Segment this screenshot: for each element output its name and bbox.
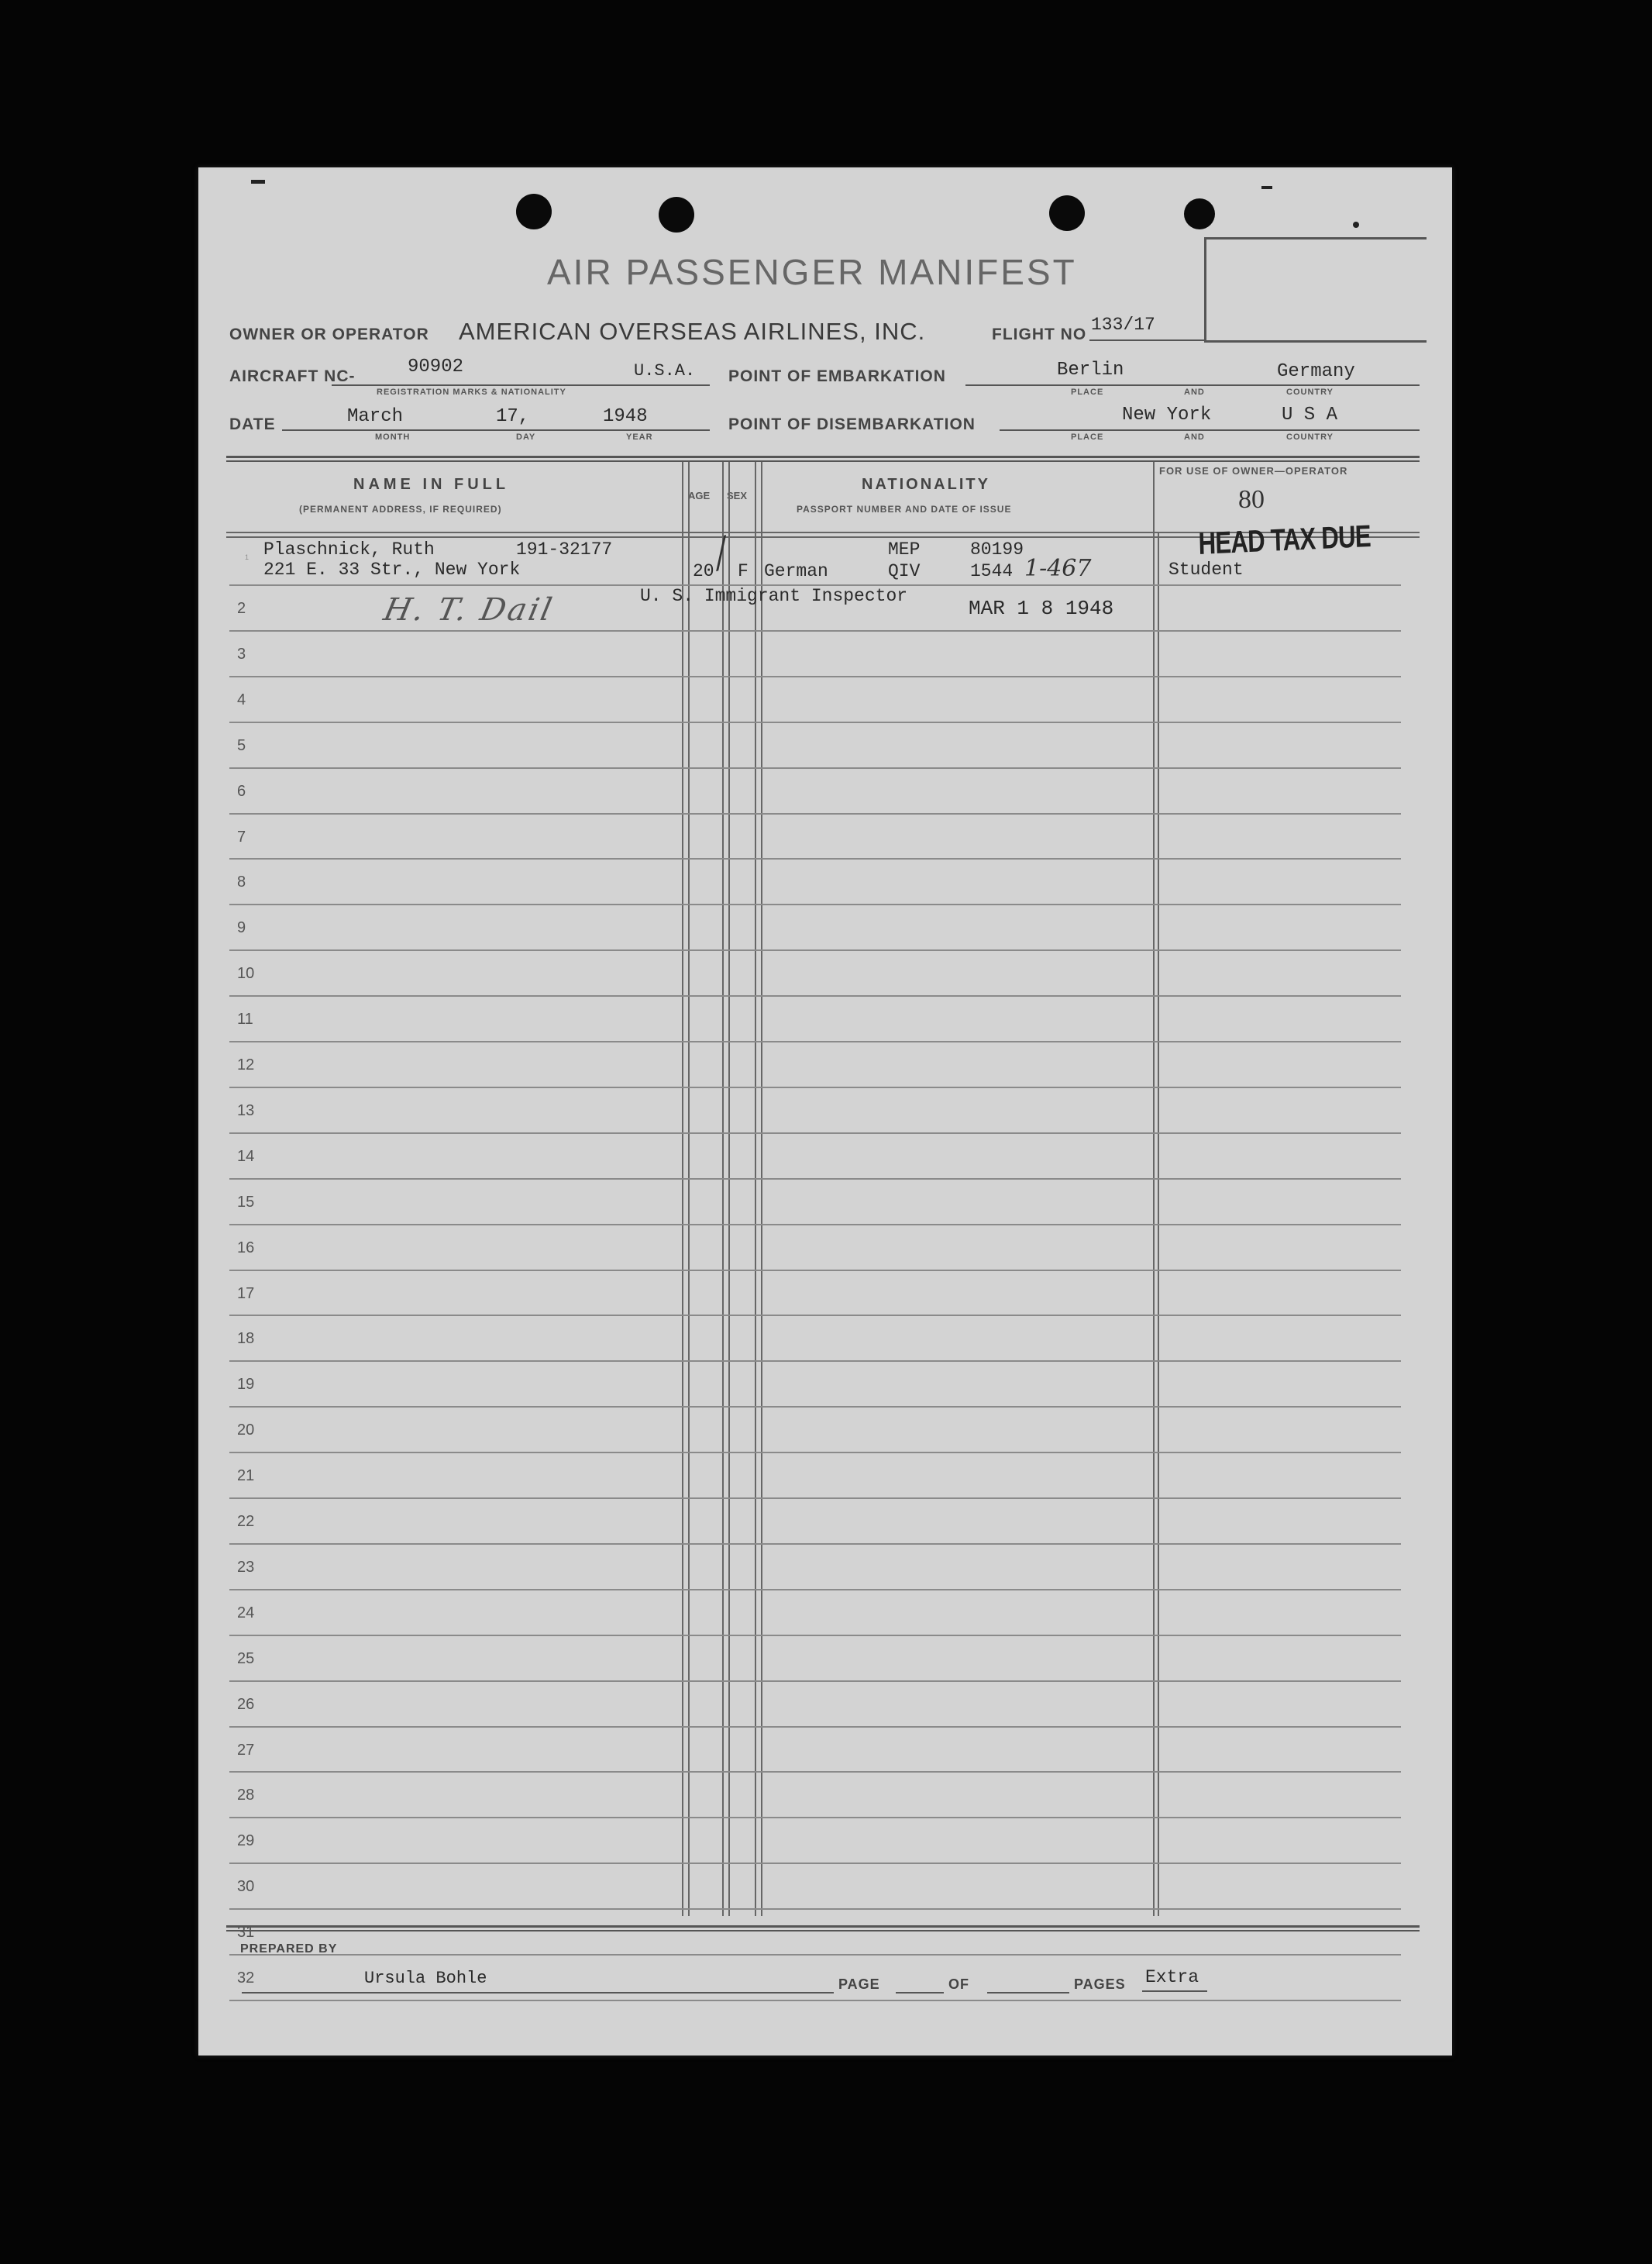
manifest-sheet <box>198 167 1452 2056</box>
age-column-header: AGE <box>688 490 711 501</box>
row-separator <box>229 1771 1401 1773</box>
row-separator <box>229 1041 1401 1042</box>
pages-label: PAGES <box>1074 1976 1126 1992</box>
row-number: 2 <box>237 600 246 617</box>
owner-label: OWNER OR OPERATOR <box>229 326 429 343</box>
form-title: AIR PASSENGER MANIFEST <box>547 252 1077 292</box>
row-separator <box>229 1452 1401 1453</box>
aircraft-label: AIRCRAFT NC- <box>229 367 356 385</box>
column-divider-name-age <box>688 462 690 1916</box>
row-number: 28 <box>237 1787 255 1804</box>
embarkation-country: Germany <box>1277 361 1355 382</box>
inspection-date-stamp: MAR 1 8 1948 <box>969 597 1114 620</box>
row-number: 9 <box>237 919 246 937</box>
name-column-subheader: (PERMANENT ADDRESS, IF REQUIRED) <box>299 504 502 515</box>
sex-column-header: SEX <box>727 490 748 501</box>
row-separator <box>229 1224 1401 1225</box>
country-caption: COUNTRY <box>1286 432 1334 442</box>
punch-hole <box>659 197 694 233</box>
row-number: 11 <box>237 1011 253 1029</box>
row-separator <box>229 904 1401 905</box>
row-separator <box>229 1954 1401 1956</box>
column-divider-name-age <box>682 462 683 1916</box>
row-separator <box>229 1315 1401 1316</box>
row-number: 16 <box>237 1239 255 1256</box>
row-separator <box>229 2000 1401 2001</box>
row-number-1: 1 <box>245 553 250 561</box>
page-underline <box>896 1992 944 1993</box>
disembarkation-country: U S A <box>1282 405 1338 426</box>
row-number: 12 <box>237 1056 255 1073</box>
extra-underline <box>1142 1990 1207 1992</box>
country-caption: COUNTRY <box>1286 388 1334 397</box>
row-number: 6 <box>237 782 246 800</box>
row-separator <box>229 1680 1401 1682</box>
passenger-sex: F <box>738 561 749 581</box>
column-divider-owner-use <box>1153 462 1155 1916</box>
speck <box>1353 222 1359 228</box>
disembarkation-underline <box>1000 429 1420 431</box>
passenger-age: 20 <box>693 561 714 581</box>
row-separator <box>229 1270 1401 1271</box>
punch-hole <box>516 194 552 229</box>
and-caption: AND <box>1184 432 1205 442</box>
row-number: 10 <box>237 965 255 983</box>
punch-hole <box>1049 195 1085 231</box>
of-underline <box>987 1992 1069 1993</box>
page-label: PAGE <box>838 1976 880 1992</box>
table-top-rule <box>226 460 1420 462</box>
row-separator <box>229 767 1401 769</box>
prepared-by-label: PREPARED BY <box>240 1942 338 1956</box>
table-top-rule <box>226 456 1420 458</box>
date-year: 1948 <box>603 406 648 427</box>
name-column-header: NAME IN FULL <box>353 476 510 493</box>
and-caption: AND <box>1184 388 1205 397</box>
row-separator <box>229 1178 1401 1180</box>
disembarkation-place: New York <box>1122 405 1212 426</box>
footer-rule <box>226 1925 1420 1928</box>
row-number: 31 <box>237 1924 255 1942</box>
row-number: 3 <box>237 645 246 663</box>
embarkation-label: POINT OF EMBARKATION <box>728 367 946 385</box>
passenger-case-number: 191-32177 <box>516 539 613 560</box>
row-number: 27 <box>237 1741 255 1759</box>
owner-use-number: 80 <box>1238 485 1265 514</box>
row-separator <box>229 949 1401 951</box>
row-number: 14 <box>237 1147 255 1165</box>
flight-value: 133/17 <box>1091 315 1155 335</box>
row-separator <box>229 676 1401 677</box>
row-separator <box>229 584 1401 586</box>
date-month: March <box>347 406 404 427</box>
footer-rule <box>226 1930 1420 1931</box>
row-separator <box>229 1726 1401 1728</box>
passenger-address: 221 E. 33 Str., New York <box>263 560 521 580</box>
row-separator <box>229 1360 1401 1362</box>
document-number-2: 1544 <box>970 561 1014 581</box>
row-separator <box>229 858 1401 860</box>
row-number: 5 <box>237 736 246 754</box>
row-number: 7 <box>237 828 246 846</box>
place-caption: PLACE <box>1071 432 1104 442</box>
row-separator <box>229 1817 1401 1818</box>
row-number: 26 <box>237 1695 255 1713</box>
row-separator <box>229 1543 1401 1545</box>
row-number: 8 <box>237 874 246 891</box>
row-separator <box>229 1863 1401 1864</box>
row-number: 21 <box>237 1467 255 1485</box>
registration-caption: REGISTRATION MARKS & NATIONALITY <box>377 388 566 397</box>
head-tax-stamp: HEAD TAX DUE <box>1198 519 1372 561</box>
row-number: 17 <box>237 1284 255 1302</box>
row-number: 25 <box>237 1649 255 1667</box>
age-check-mark: ╱ <box>709 536 734 572</box>
row-number: 23 <box>237 1558 255 1576</box>
row-number: 30 <box>237 1878 255 1896</box>
disembarkation-label: POINT OF DISEMBARKATION <box>728 415 976 433</box>
prepared-by-underline <box>242 1992 834 1993</box>
document-number-1: 80199 <box>970 539 1024 560</box>
punch-hole <box>1184 198 1215 229</box>
document-type-2: QIV <box>888 561 921 581</box>
row-separator <box>229 995 1401 997</box>
row-number: 18 <box>237 1330 255 1348</box>
day-caption: DAY <box>516 432 536 442</box>
extra-note: Extra <box>1145 1967 1199 1987</box>
passenger-name: Plaschnick, Ruth <box>263 539 435 560</box>
column-divider-sex-nationality <box>755 462 756 1916</box>
date-day: 17, <box>496 406 530 427</box>
speck <box>1261 186 1272 189</box>
column-divider-age-sex <box>728 462 730 1916</box>
passenger-occupation: Student <box>1168 560 1244 580</box>
aircraft-nationality: U.S.A. <box>634 361 696 381</box>
column-divider-sex-nationality <box>761 462 762 1916</box>
year-caption: YEAR <box>626 432 653 442</box>
row-separator <box>229 1908 1401 1910</box>
row-separator <box>229 1406 1401 1408</box>
row-number: 19 <box>237 1376 255 1394</box>
flight-underline <box>1089 339 1204 341</box>
row-separator <box>229 1132 1401 1134</box>
document-handwritten-note: 1-467 <box>1024 555 1092 582</box>
row-number: 20 <box>237 1421 255 1439</box>
row-separator <box>229 1635 1401 1636</box>
embarkation-place: Berlin <box>1057 360 1124 381</box>
inspector-label: U. S. Immigrant Inspector <box>640 586 908 606</box>
row-separator <box>229 1087 1401 1088</box>
place-caption: PLACE <box>1071 388 1104 397</box>
nationality-column-subheader: PASSPORT NUMBER AND DATE OF ISSUE <box>797 504 1012 515</box>
row-number: 4 <box>237 691 246 708</box>
date-label: DATE <box>229 415 276 433</box>
row-separator <box>229 1497 1401 1499</box>
aircraft-registration: 90902 <box>408 357 464 377</box>
document-type-1: MEP <box>888 539 921 560</box>
embarkation-underline <box>965 384 1420 386</box>
row-number: 22 <box>237 1513 255 1530</box>
prepared-by-value: Ursula Bohle <box>364 1969 487 1988</box>
row-separator <box>229 1589 1401 1590</box>
column-divider-age-sex <box>722 462 724 1916</box>
row-number: 15 <box>237 1193 255 1211</box>
month-caption: MONTH <box>375 432 411 442</box>
aircraft-underline <box>332 384 710 386</box>
row-number: 24 <box>237 1604 255 1621</box>
office-use-box <box>1204 237 1427 343</box>
row-number: 32 <box>237 1969 255 1987</box>
row-separator <box>229 722 1401 723</box>
row-separator <box>229 813 1401 815</box>
owner-value: AMERICAN OVERSEAS AIRLINES, INC. <box>459 318 926 345</box>
inspector-signature: H. T. Dail <box>380 592 557 628</box>
row-number: 29 <box>237 1832 255 1850</box>
of-label: OF <box>948 1976 969 1992</box>
date-underline <box>282 429 710 431</box>
passenger-nationality: German <box>764 561 828 581</box>
owner-use-column-header: FOR USE OF OWNER—OPERATOR <box>1159 465 1348 477</box>
flight-label: FLIGHT NO <box>992 326 1087 343</box>
row-separator <box>229 630 1401 632</box>
speck <box>251 180 265 184</box>
nationality-column-header: NATIONALITY <box>862 476 990 493</box>
row-number: 13 <box>237 1101 255 1119</box>
